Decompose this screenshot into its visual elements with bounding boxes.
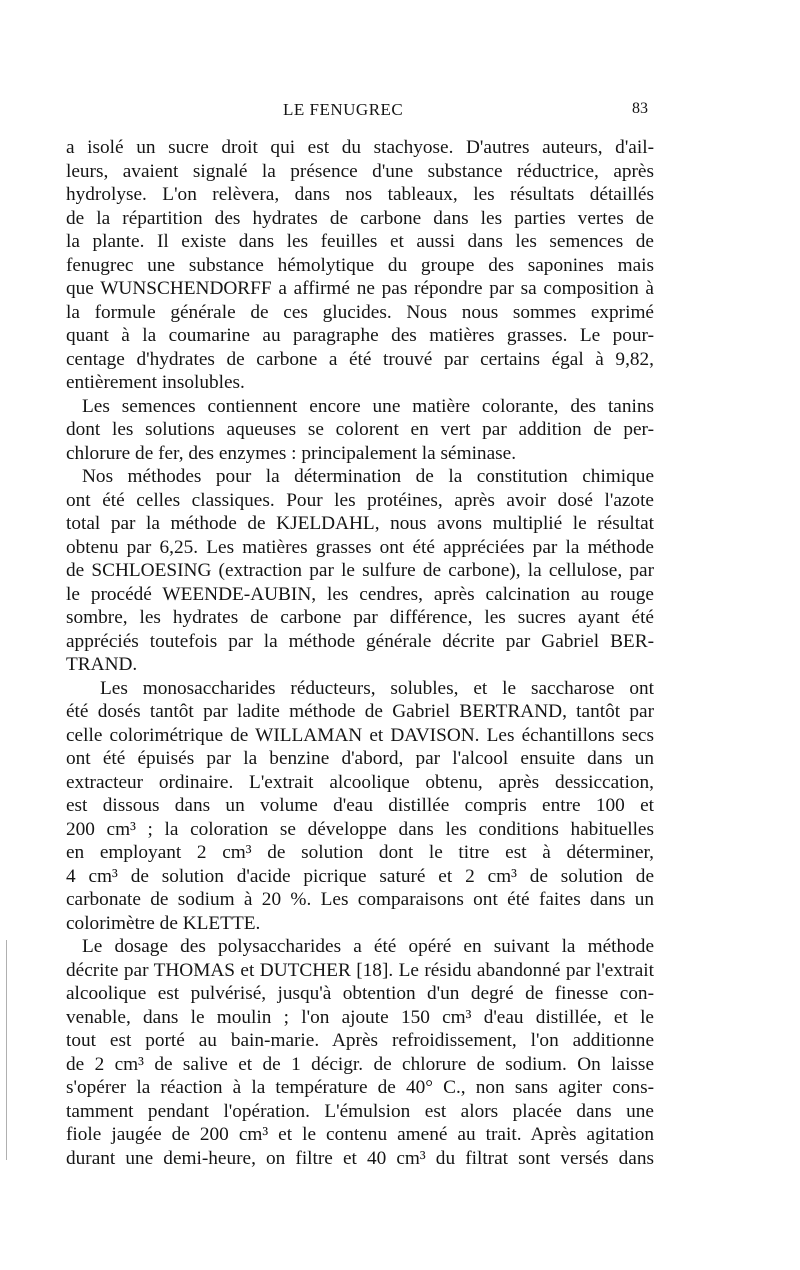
text-line: extracteur ordinaire. L'extrait alcoolique obtenu, après dessiccation, <box>66 771 654 793</box>
text-line: la formule générale de ces glucides. Nous nous sommes exprimé <box>66 301 654 323</box>
text-line: fiole jaugée de 200 cm³ et le contenu amené au trait. Après agitation <box>66 1124 654 1145</box>
page-number: 83 <box>632 100 648 117</box>
text-line: 200 cm³ ; la coloration se développe dans les conditions habituelles <box>66 818 654 840</box>
text-line: décrite par THOMAS et DUTCHER [18]. Le résidu abandonné par l'extrait <box>66 959 654 981</box>
text-line: obtenu par 6,25. Les matières grasses ont été appréciées par la méthode <box>66 536 654 558</box>
text-line: venable, dans le moulin ; l'on ajoute 150 cm³ d'eau distillée, et le <box>66 1006 654 1028</box>
text-line: centage d'hydrates de carbone a été trouvé par certains égal à 9,82, <box>66 348 654 370</box>
body-text <box>66 136 654 1170</box>
text-line: 4 cm³ de solution d'acide picrique saturé et 2 cm³ de solution de <box>66 865 654 887</box>
text-line: Les semences contiennent encore une matière colorante, des tanins <box>82 395 654 417</box>
text-line: de SCHLOESING (extraction par le sulfure de carbone), la cellulose, par <box>66 560 654 581</box>
text-line: Les monosaccharides réducteurs, solubles, et le saccharose ont <box>100 677 654 699</box>
text-line: fenugrec une substance hémolytique du groupe des saponines mais <box>66 254 654 276</box>
text-line: appréciés toutefois par la méthode générale décrite par Gabriel BER- <box>66 630 654 652</box>
text-line: ont été celles classiques. Pour les protéines, après avoir dosé l'azote <box>66 489 654 511</box>
text-line: leurs, avaient signalé la présence d'une substance réductrice, après <box>66 160 654 182</box>
text-line: durant une demi-heure, on filtre et 40 cm³ du filtrat sont versés dans <box>66 1147 654 1169</box>
left-margin-mark <box>6 940 7 1160</box>
text-line: TRAND. <box>66 654 138 675</box>
text-line: de 2 cm³ de salive et de 1 décigr. de chlorure de sodium. On laisse <box>66 1053 654 1075</box>
text-line: s'opérer la réaction à la température de 40° C., non sans agiter cons- <box>66 1077 654 1098</box>
text-line: que WUNSCHENDORFF a affirmé ne pas répondre par sa composition à <box>66 278 654 299</box>
text-line: le procédé WEENDE-AUBIN, les cendres, après calcination au rouge <box>66 583 654 605</box>
text-line: a isolé un sucre droit qui est du stachyose. D'autres auteurs, d'ail- <box>66 137 654 158</box>
text-line: de la répartition des hydrates de carbone dans les parties vertes de <box>66 207 654 229</box>
text-line: chlorure de fer, des enzymes : principalement la séminase. <box>66 442 517 464</box>
text-line: alcoolique est pulvérisé, jusqu'à obtention d'un degré de finesse con- <box>66 983 654 1004</box>
page-header <box>0 100 800 126</box>
text-line: sombre, les hydrates de carbone par différence, les sucres ayant été <box>66 607 654 628</box>
text-line: Nos méthodes pour la détermination de la constitution chimique <box>82 466 654 487</box>
text-line: la plante. Il existe dans les feuilles et aussi dans les semences de <box>66 231 654 252</box>
running-title: LE FENUGREC <box>283 100 404 119</box>
text-line: entièrement insolubles. <box>66 372 245 393</box>
text-line: en employant 2 cm³ de solution dont le titre est à déterminer, <box>66 842 654 863</box>
text-line: celle colorimétrique de WILLAMAN et DAVISON. Les échantillons secs <box>66 724 654 746</box>
text-line: quant à la coumarine au paragraphe des matières grasses. Le pour- <box>66 325 654 346</box>
text-line: carbonate de sodium à 20 %. Les comparaisons ont été faites dans un <box>66 889 654 910</box>
text-line: est dissous dans un volume d'eau distillée compris entre 100 et <box>66 795 654 816</box>
text-line: tamment pendant l'opération. L'émulsion est alors placée dans une <box>66 1100 654 1122</box>
text-line: dont les solutions aqueuses se colorent en vert par addition de per- <box>66 419 654 440</box>
text-line: hydrolyse. L'on relèvera, dans nos tableaux, les résultats détaillés <box>66 184 654 205</box>
text-line: tout est porté au bain-marie. Après refroidissement, l'on additionne <box>66 1030 654 1051</box>
text-line: total par la méthode de KJELDAHL, nous avons multiplié le résultat <box>66 513 654 534</box>
text-line: été dosés tantôt par ladite méthode de Gabriel BERTRAND, tantôt par <box>66 701 654 722</box>
text-line: ont été épuisés par la benzine d'abord, par l'alcool ensuite dans un <box>66 748 654 769</box>
text-line: colorimètre de KLETTE. <box>66 912 261 934</box>
text-line: Le dosage des polysaccharides a été opéré en suivant la méthode <box>82 936 654 957</box>
